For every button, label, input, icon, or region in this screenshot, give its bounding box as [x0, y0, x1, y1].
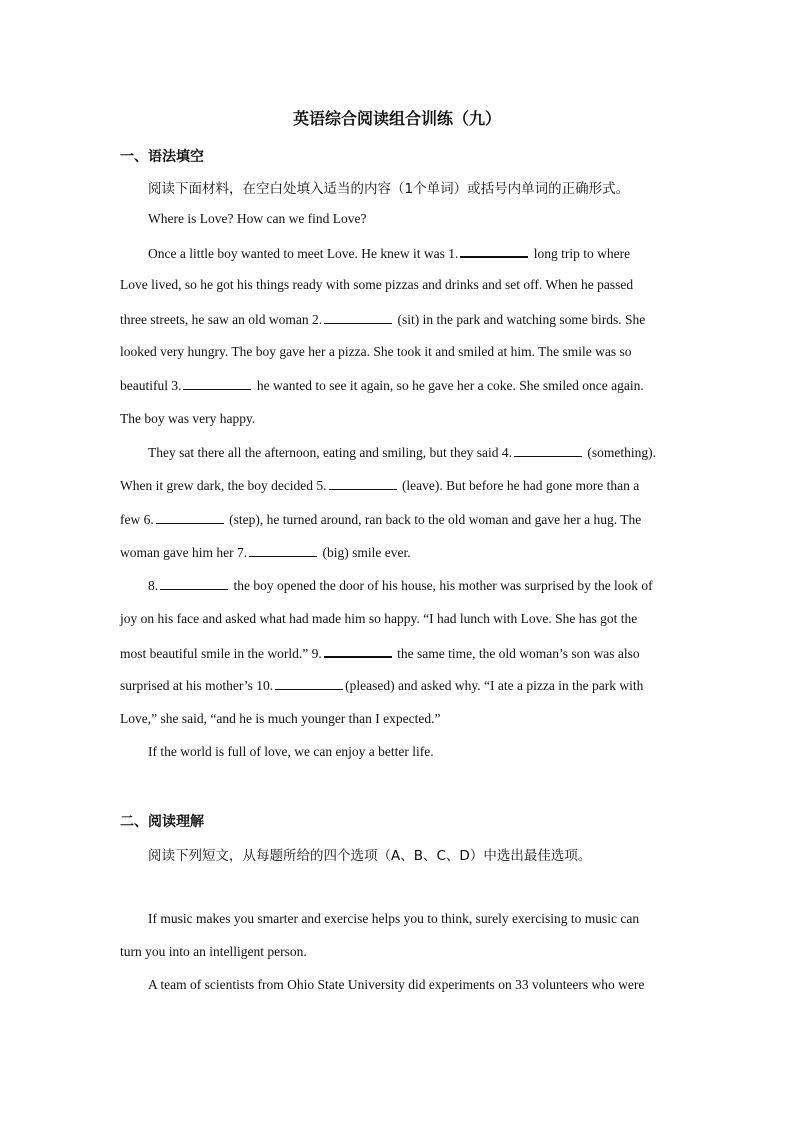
text-line: turn you into an intelligent person. — [120, 944, 307, 959]
text-segment: When it grew dark, the boy decided 5. — [120, 478, 327, 493]
text-segment: They sat there all the afternoon, eating and smiling, but they said 4. — [148, 445, 513, 460]
blank-6[interactable] — [156, 511, 224, 524]
text-line: joy on his face and asked what had made him so happy. “I had lunch with Love. She has got the — [120, 611, 638, 626]
text-line: The boy was very happy. — [120, 411, 256, 426]
blank-3[interactable] — [183, 377, 251, 390]
text-segment: (leave). But before he had gone more than a — [398, 478, 640, 493]
text-line: If music makes you smarter and exercise helps you to think, surely exercising to music can — [148, 911, 640, 926]
text-line — [148, 444, 656, 461]
text-segment: the same time, the old woman’s son was also — [393, 646, 640, 661]
text-segment: three streets, he saw an old woman 2. — [120, 312, 323, 327]
text-line — [120, 644, 640, 662]
blank-5[interactable] — [329, 477, 397, 490]
text-line: Love,” she said, “and he is much younger than I expected.” — [120, 711, 441, 726]
text-segment: surprised at his mother’s 10. — [120, 678, 274, 693]
text-line: looked very hungry. The boy gave her a pizza. She took it and smiled at him. The smile was so — [120, 344, 632, 359]
text-line — [120, 511, 641, 528]
blank-9[interactable] — [324, 644, 392, 658]
text-segment: most beautiful smile in the world.” 9. — [120, 646, 322, 661]
text-segment: he wanted to see it again, so he gave her a coke. She smiled once again. — [253, 378, 644, 393]
text-segment: (sit) in the park and watching some birds. She — [394, 312, 646, 327]
text-segment: (big) smile ever. — [319, 545, 411, 560]
text-segment: 8. — [148, 578, 159, 593]
text-line — [120, 377, 644, 394]
text-segment: Once a little boy wanted to meet Love. He knew it was 1. — [148, 246, 459, 261]
text-segment: beautiful 3. — [120, 378, 182, 393]
section-instruction-grammar: 阅读下面材料，在空白处填入适当的内容（1个单词）或括号内单词的正确形式。 — [148, 181, 630, 197]
story-title: Where is Love? How can we find Love? — [148, 211, 367, 226]
text-line — [120, 677, 643, 694]
section-instruction-reading: 阅读下列短文，从每题所给的四个选项（A、B、C、D）中选出最佳选项。 — [148, 848, 592, 864]
text-line — [120, 311, 645, 328]
blank-10[interactable] — [275, 677, 343, 690]
text-segment: (pleased) and asked why. “I ate a pizza in the park with — [345, 678, 644, 693]
text-line: If the world is full of love, we can enjoy a better life. — [148, 744, 434, 759]
text-line: Love lived, so he got his things ready with some pizzas and drinks and set off. When he passed — [120, 277, 634, 292]
text-line: A team of scientists from Ohio State University did experiments on 33 volunteers who were — [148, 977, 645, 992]
section-heading-grammar: 一、语法填空 — [120, 149, 204, 165]
blank-1[interactable] — [460, 244, 528, 258]
blank-4[interactable] — [514, 444, 582, 457]
text-segment: (something). — [584, 445, 657, 460]
blank-7[interactable] — [249, 544, 317, 557]
text-segment: (step), he turned around, ran back to the old woman and gave her a hug. The — [225, 512, 642, 527]
text-segment: long trip to where — [530, 246, 631, 261]
text-segment: woman gave him her 7. — [120, 545, 248, 560]
text-segment: the boy opened the door of his house, his mother was surprised by the look of — [230, 578, 653, 593]
section-heading-reading: 二、阅读理解 — [120, 814, 204, 830]
text-segment: few 6. — [120, 512, 154, 527]
text-line — [148, 244, 630, 262]
text-line — [120, 544, 411, 561]
text-line — [120, 477, 639, 494]
blank-8[interactable] — [160, 577, 228, 590]
page-title: 英语综合阅读组合训练（九） — [292, 109, 501, 128]
blank-2[interactable] — [324, 311, 392, 324]
text-line — [148, 577, 653, 594]
